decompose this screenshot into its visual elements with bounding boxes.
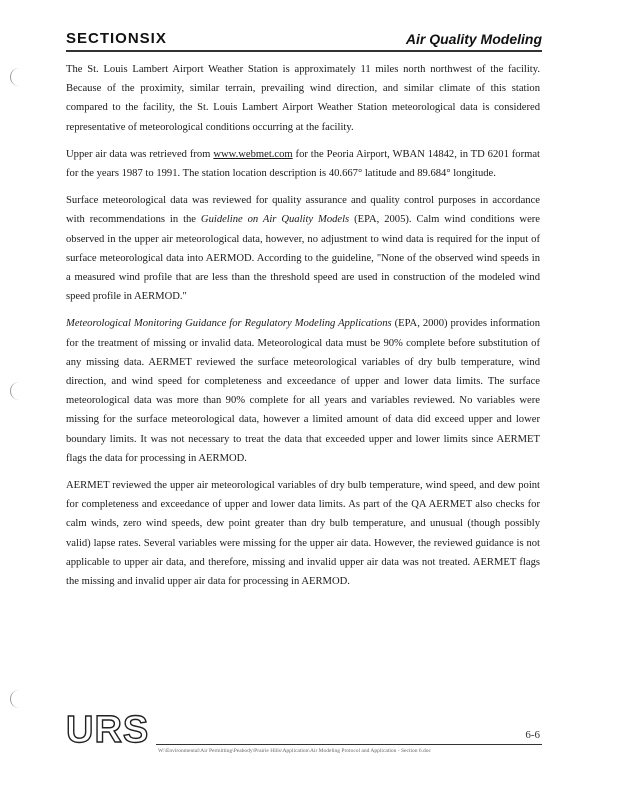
- document-body: [66, 60, 540, 599]
- page-number: 6-6: [525, 729, 540, 741]
- punch-hole-mark: [10, 68, 21, 86]
- paragraph-station: The St. Louis Lambert Airport Weather Station is approximately 11 miles north northwest of the facility. Because of the proximity, similar terrain, prevailing wind direction, and similar climate of this station compared to the facility, the St. Louis Lambert Airport Weather Station meteorological data is considered representative of meteorological conditions occurring at the facility.: [66, 64, 540, 133]
- punch-hole-mark: [10, 690, 21, 708]
- webmet-link[interactable]: www.webmet.com: [213, 148, 293, 160]
- text: Upper air data was retrieved from: [66, 148, 214, 160]
- paragraph-upper-air: [66, 145, 540, 183]
- paragraph-missing-data: [66, 314, 540, 468]
- paragraph-upper-air-qa: AERMET reviewed the upper air meteorological variables of dry bulb temperature, wind speed, and dew point for completeness and exceedance of upper and lower data limits. As part of the QA AERMET also checks for calm winds, zero wind speeds, dew point greater than dry bulb temperature, and unusual (though possibly valid) lapse rates. Several variables were missing for the upper air data. However, the reviewed guidance is not applicable to upper air data, and therefore, missing and invalid upper air data was not treated. AERMET flags the missing and invalid upper air data for processing in AERMOD.: [66, 480, 540, 588]
- text: (EPA, 2005). Calm wind conditions were observed in the upper air meteorological data, however, no adjustment to wind data is required for the input of surface meteorological data into AERMOD. According to the guideline, "None of the observed wind speeds in a measured wind profile that are less than the threshold speed are used in construction of the modeled wind speed profile in AERMOD.": [66, 214, 540, 303]
- guideline-title: Guideline on Air Quality Models: [200, 214, 350, 226]
- punch-hole-mark: [10, 382, 21, 400]
- section-label: SECTIONSIX: [66, 30, 167, 47]
- guidance-title: Meteorological Monitoring Guidance for Regulatory Modeling Applications: [66, 318, 392, 330]
- text: for the Peoria Airport, WBAN 14842, in TD 6201 format for the years 1987 to 1991. The station location description is 40.667° latitude and 89.684° longitude.: [66, 148, 540, 180]
- section-title: Air Quality Modeling: [405, 31, 542, 47]
- paragraph-surface-qa: [66, 191, 540, 306]
- footer-rule: [156, 744, 542, 745]
- page-header: [66, 30, 542, 52]
- urs-logo: URS: [66, 709, 150, 751]
- file-path: W:\Environmental\Air Permitting\Peabody\Prairie Hills\Application\Air Modeling Protocol and Application - Section 6.doc: [158, 748, 431, 754]
- text: (EPA, 2000) provides information for the treatment of missing or invalid data. Meteorological data must be 90% complete before substitution of any missing data. AERMET reviewed the surface meteorological variables of dry bulb temperature, wind direction, and wind speed for completeness and exceedance of upper and lower data limits. The surface meteorological data was more than 90% complete for all years and variables reviewed. No variables were missing for the surface meteorological data, however a limited amount of data did exceed upper and lower boundary limits. It was not necessary to treat the data that exceeded upper and lower limits since AERMET flags the data for processing in AERMOD.: [66, 318, 540, 464]
- text: Surface meteorological data was reviewed for quality assurance and quality control purposes in accordance with recommendations in the: [66, 195, 540, 226]
